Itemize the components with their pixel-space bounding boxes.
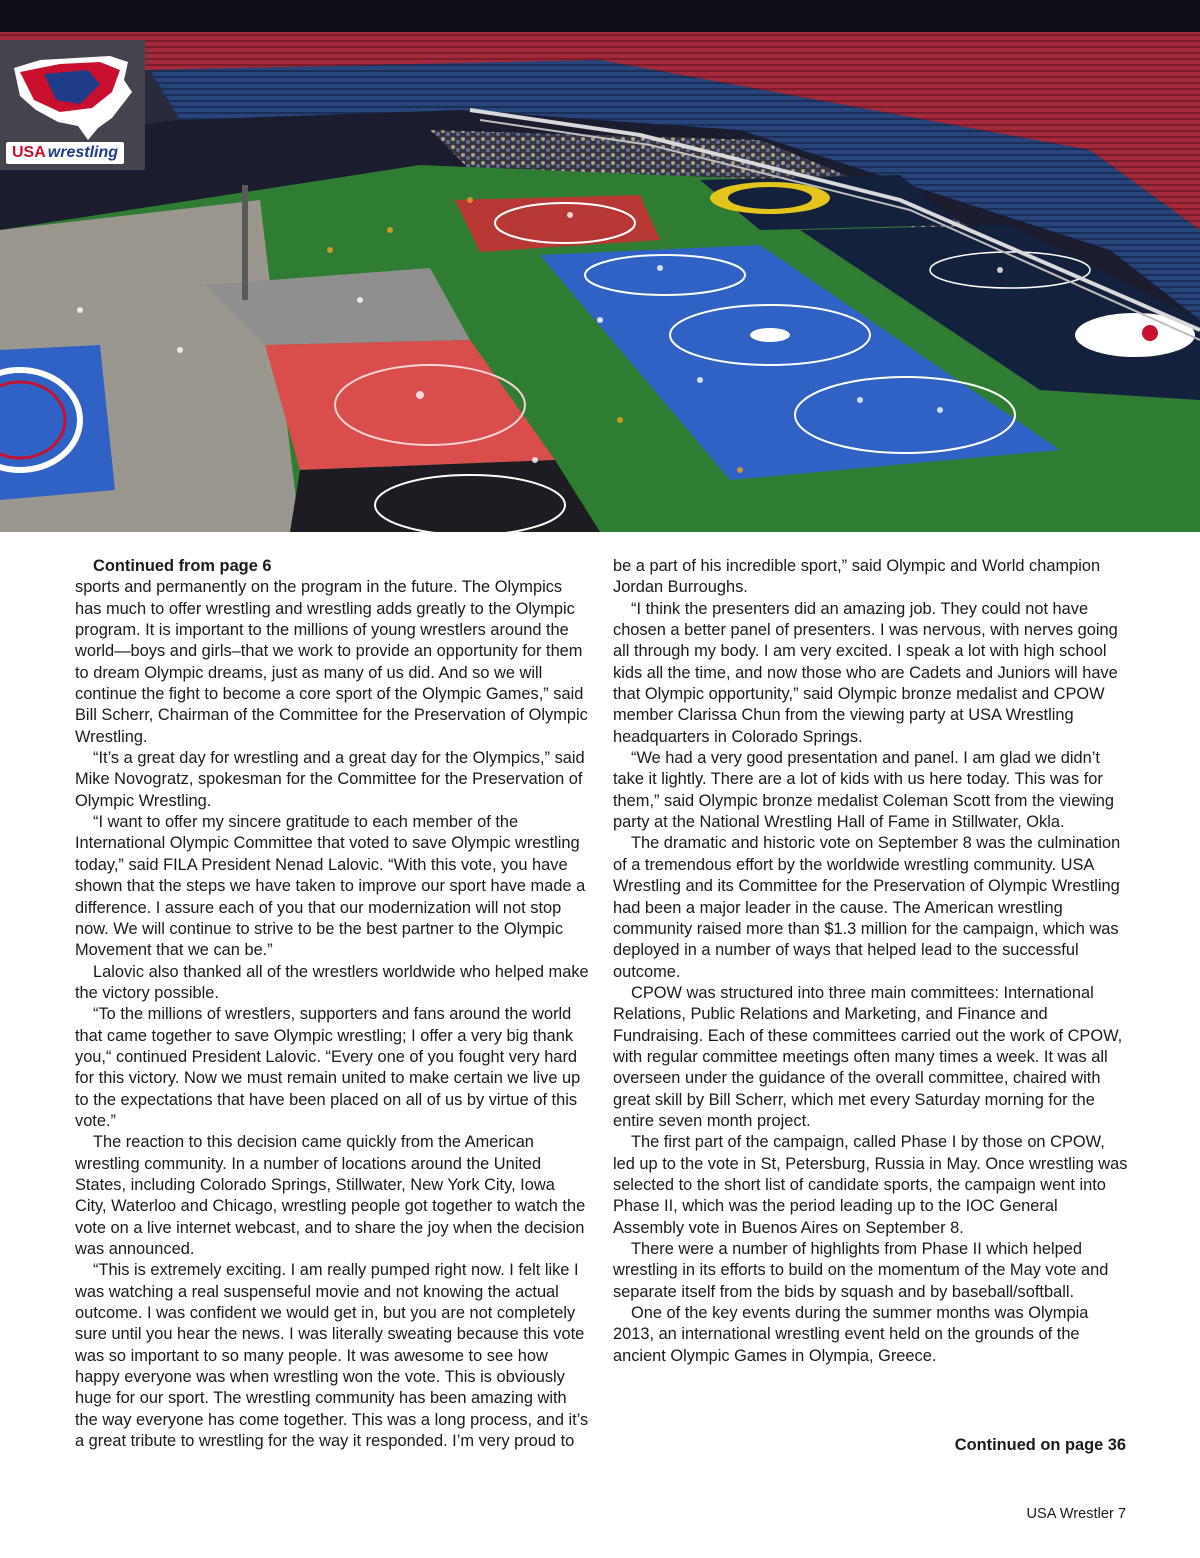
arena-photo: [0, 0, 1200, 532]
paragraph: CPOW was structured into three main committees: International Relations, Public Relations and Marketing, and Finance and Fundraising. Each of these committees carried out the work of CPOW, with regular committee meetings often many times a week. It was all overseen under the guidance of the overall committee, chaired with great skill by Bill Scherr, which met every Saturday morning for the entire seven month project.: [613, 983, 1123, 1130]
paragraph: There were a number of highlights from Phase II which helped wrestling in its efforts to build on the momentum of the May vote and separate itself from the bids by squash and by baseball/softball.: [613, 1240, 1109, 1301]
paragraph: Lalovic also thanked all of the wrestlers worldwide who helped make the victory possible.: [75, 962, 589, 1002]
paragraph: “This is extremely exciting. I am really pumped right now. I felt like I was watching a real suspenseful movie and not knowing the actual outcome. I was confident we would get in, but you are not completely sure until you hear the news. I was literally sweating because this vote was so important to so many people. It was awesome to see how happy everyone was when wrestling won the vote. This is obviously huge for our sport. The wrestling community has been amazing with the way everyone has come together. This was a long process, and it’s a great tribute to wrestling for the way it responded. I’m very proud to: [75, 1261, 589, 1451]
paragraph: “To the millions of wrestlers, supporters and fans around the world that came together to save Olympic wrestling; I offer a very big thank you,“ continued President Lalovic. “Every one of you fought very hard for this victory. Now we must remain united to make certain we live up to the expectations that have been placed on all of us by virtue of this vote.”: [75, 1005, 581, 1130]
banner-logo-text: USA wrestling: [6, 142, 124, 164]
paragraph: “We had a very good presentation and panel. I am glad we didn’t take it lightly. There are a lot of kids with us here today. This was for them,” said Olympic bronze medalist Coleman Scott from the viewing party at the National Wrestling Hall of Fame in Stillwater, Okla.: [613, 749, 1115, 832]
article-column-left: [75, 556, 590, 1452]
paragraph: The reaction to this decision came quickly from the American wrestling community. In a number of locations around the United States, including Colorado Springs, Stillwater, New York City, Iowa City, Waterloo and Chicago, wrestling people got together to watch the vote on a live internet webcast, and to share the joy when the decision was announced.: [75, 1133, 586, 1258]
paragraph: One of the key events during the summer months was Olympia 2013, an international wrestling event held on the grounds of the ancient Olympic Games in Olympia, Greece.: [613, 1304, 1089, 1365]
paragraph: “It’s a great day for wrestling and a great day for the Olympics,” said Mike Novogratz, spokesman for the Committee for the Preservation of Olympic Wrestling.: [75, 749, 585, 810]
paragraph: The first part of the campaign, called Phase I by those on CPOW, led up to the vote in St, Petersburg, Russia in May. Once wrestling was selected to the short list of candidate sports, the campaign went into Phase II, which was the period leading up to the IOC General Assembly vote in Buenos Aires on September 8.: [613, 1133, 1128, 1237]
paragraph: sports and permanently on the program in the future. The Olympics has much to offer wrestling and wrestling adds greatly to the Olympic program. It is important to the millions of young wrestlers around the world—boys and girls–that we work to provide an opportunity for them to dream Olympic dreams, just as many of us did. And so we will continue the fight to become a core sport of the Olympic Games,” said Bill Scherr, Chairman of the Committee for the Preservation of Olympic Wrestling.: [75, 578, 588, 746]
article-column-right: [613, 556, 1128, 1367]
paragraph: “I want to offer my sincere gratitude to each member of the International Olympic Committee that voted to save Olympic wrestling today,” said FILA President Nenad Lalovic. “With this vote, you have shown that the steps we have taken to improve our sport have made a difference. I assure each of you that our modernization will not stop now. We will continue to strive to be the best partner to the Olympic Movement that we can be.”: [75, 813, 586, 960]
continued-from-label: Continued from page 6: [93, 557, 272, 575]
paragraph: “I think the presenters did an amazing job. They could not have chosen a better panel of presenters. I was nervous, with nerves going all through my body. I am very excited. I speak a lot with high school kids all the time, and now those who are Cadets and Juniors will have that Olympic opportunity,” said Olympic bronze medalist and CPOW member Clarissa Chun from the viewing party at USA Wrestling headquarters in Colorado Springs.: [613, 599, 1118, 746]
arena-illustration: [0, 0, 1200, 532]
paragraph: be a part of his incredible sport,” said Olympic and World champion Jordan Burroughs.: [613, 557, 1101, 597]
continued-on-label: Continued on page 36: [954, 1436, 1126, 1454]
paragraph: The dramatic and historic vote on September 8 was the culmination of a tremendous effort by the worldwide wrestling community. USA Wrestling and its Committee for the Preservation of Olympic Wrestling had been a major leader in the cause. The American wrestling community raised more than $1.3 million for the campaign, which was deployed in a number of ways that helped lead to the successful outcome.: [613, 834, 1121, 981]
page-folio: USA Wrestler 7: [1026, 1506, 1126, 1522]
